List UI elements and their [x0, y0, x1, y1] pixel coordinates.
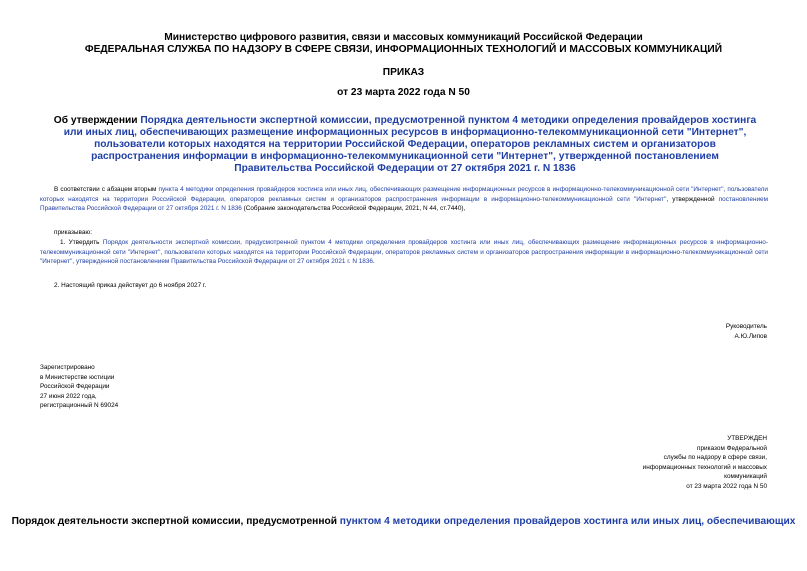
- registration-block: [40, 363, 118, 411]
- registration-line-2: в Министерстве юстиции: [40, 373, 115, 381]
- ministry-heading: Министерство цифрового развития, связи и массовых коммуникаций Российской Федерации: [164, 32, 643, 43]
- approved-line-1: УТВЕРЖДЕН: [727, 435, 767, 442]
- signature-name: А.Ю.Липов: [734, 332, 767, 340]
- order-title-link[interactable]: Порядка деятельности экспертной комиссии, предусмотренной пунктом 4 методики определения провайдеров хостинга или иных лиц, обеспечивающих размещение информационных ресурсов в информационно-телекоммуникационной сети "Интернет", пользователи которых находятся на территории Российской Федерации, операторов рекламных систем и организаторов распространения информации в информационно-телекоммуникационной сети "Интернет", утвержденной постановлением Правительства Российской Федерации от 27 октября 2021 г. N 1836: [63, 115, 757, 174]
- approved-line-5: коммуникаций: [724, 473, 767, 481]
- approved-line-2: приказом Федеральной: [697, 444, 767, 452]
- service-heading: ФЕДЕРАЛЬНАЯ СЛУЖБА ПО НАДЗОРУ В СФЕРЕ СВЯЗИ, ИНФОРМАЦИОННЫХ ТЕХНОЛОГИЙ И МАССОВЫХ КОММУНИКАЦИЙ: [84, 44, 723, 55]
- preamble-text-3: (Собрание законодательства Российской Федерации, 2021, N 44, ст.7440),: [241, 205, 466, 213]
- signature-block: [726, 322, 767, 341]
- signature-role: Руководитель: [725, 323, 767, 330]
- doc-date-number: от 23 марта 2022 года N 50: [337, 87, 470, 98]
- order-word: приказываю:: [54, 229, 92, 236]
- procedure-link[interactable]: Порядок деятельности экспертной комиссии, предусмотренной пунктом 4 методики определения провайдеров хостинга или иных лиц, обеспечивающих размещение информационных ресурсов в информационно-телекоммуникационной сети "Интернет", пользователи которых находятся на территории Российской Федерации, операторов рекламных систем и организаторов распространения информации в информационно-телекоммуникационной сети "Интернет", утвержденной постановлением Правительства Российской Федерации от 27 октября 2021 г. N 1836: [40, 239, 768, 266]
- procedure-heading-link[interactable]: пунктом 4 методики определения провайдеров хостинга или иных лиц, обеспечивающих: [339, 516, 796, 527]
- procedure-heading-prefix: Порядок деятельности экспертной комиссии, предусмотренной: [11, 516, 340, 527]
- procedure-heading: [0, 516, 807, 528]
- item-1-paragraph: [40, 238, 768, 267]
- registration-line-5: регистрационный N 69024: [40, 402, 119, 410]
- approved-block: [643, 434, 767, 492]
- registration-line-4: 27 июня 2022 года,: [40, 392, 97, 400]
- item-2-paragraph: 2. Настоящий приказ действует до 6 ноября 2027 г.: [54, 282, 207, 289]
- methodology-link[interactable]: пункта 4 методики определения провайдеров хостинга или иных лиц, обеспечивающих размещение информационных ресурсов в информационно-телекоммуникационной сети "Интернет", пользователи которых находятся на территории Российской Федерации, операторов рекламных систем и организаторов распространения информации в информационно-телекоммуникационной сети "Интернет": [40, 186, 768, 203]
- approved-line-4: информационных технологий и массовых: [642, 463, 767, 471]
- preamble-text-1: В соответствии с абзацем вторым: [54, 186, 159, 193]
- registration-line-3: Российской Федерации: [40, 383, 110, 391]
- order-title: [52, 115, 758, 175]
- government-decree-link[interactable]: постановлением Правительства Российской Федерации от 27 октября 2021 г. N 1836: [40, 195, 768, 213]
- preamble-text-2: , утвержденной: [666, 195, 719, 203]
- preamble-paragraph: [40, 185, 768, 214]
- order-title-prefix: Об утверждении: [53, 115, 141, 126]
- item-1-suffix: .: [372, 258, 375, 266]
- approved-line-6: от 23 марта 2022 года N 50: [686, 482, 767, 490]
- registration-line-1: Зарегистрировано: [40, 364, 95, 371]
- approved-line-3: службы по надзору в сфере связи,: [663, 454, 767, 462]
- item-1-prefix: 1. Утвердить: [60, 239, 103, 246]
- doc-type-heading: ПРИКАЗ: [382, 67, 425, 78]
